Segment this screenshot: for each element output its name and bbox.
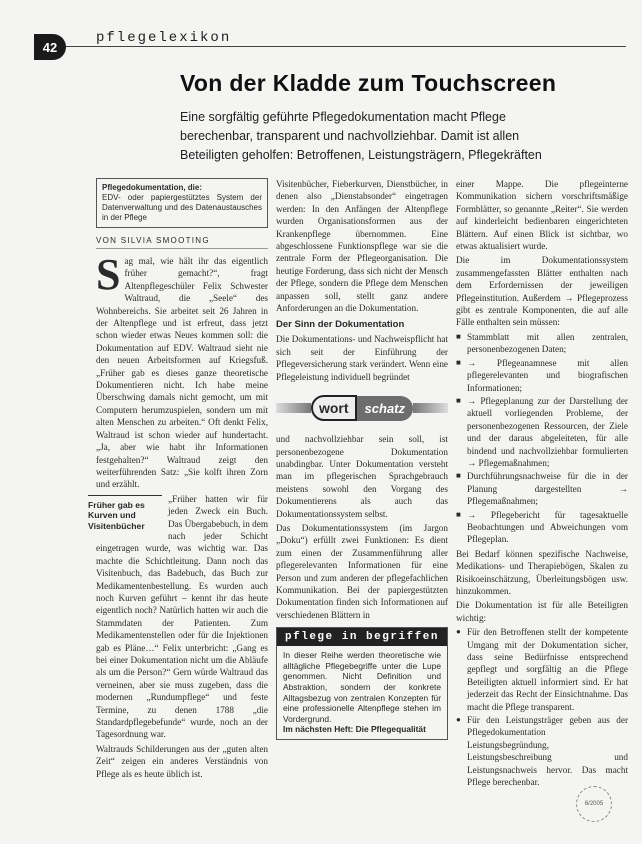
info-box-text: In dieser Reihe werden theoretische wie alltägliche Pflegebegriffe unter die Lupe genommen. Nicht Definition und Abstraktion, sondern der konkrete Alltagsbezug von zentralen Konzepten für eine professionelle Altenpflege stehen im Vordergrund. — [283, 650, 441, 724]
section-label: pflegelexikon — [96, 30, 232, 46]
article-title: Von der Kladde zum Touchscreen — [180, 70, 557, 96]
info-box-heading: pflege in begriffen — [277, 628, 447, 646]
list-item: ■ Stammblatt mit allen zentralen, personenbezogenen Daten; — [456, 331, 628, 356]
definition-box — [96, 178, 268, 228]
paragraph-text: ag mal, wie hält ihr das eigentlich früher gemacht?“, fragt Altenpflegeschüler Felix Schwester Waltraud, die „Seele“ des Wohnbereichs. Sie arbeitet seit 26 Jahren in der Altenpflege und ist erfreut, dass jetzt schon wieder etwas Neues kommen soll: die Dokumentation auf EDV. Waltraud sieht nie den neuen Arbeitsformen auf Kriegsfuß. „Früher gab es dieses ganze theoretische Dokumentieren nicht. Ich habe meine Überschwing damals nicht gemocht, um mit Computern herumzuspielen, sondern um mit alten Menschen zu arbeiten.“ Oft denkt Felix, Waltraud ist schon wieder auf hundertacht. „Ja, aber wie habt ihr Informationen festgehalten?“ Waltraud zeigt den weiterführenden Satz: „Sie kolft ihren Zorn und erzählt. — [96, 256, 268, 490]
definition-text: EDV- oder papiergestütztes System der Datenverwaltung und des Datenaustausches in der Pflege — [102, 193, 262, 222]
logo-wort: wort — [311, 395, 357, 421]
list-item: ■ → Pflegeanamnese mit allen pflegerelevanten und biografischen Informationen; — [456, 357, 628, 394]
list-item: ■ → Pflegeplanung zur der Darstellung der aktuell vorliegenden Probleme, der personenbezogenen Ressourcen, der Ziele und der daraus abgeleiteten, für alle bindend und nachvollziehbar formulierten → Pflegemaßnahmen; — [456, 395, 628, 469]
list-item: ■ Durchführungsnachweise für die in der Planung dargestellten → Pflegemaßnahmen; — [456, 470, 628, 507]
paragraph: Die Dokumentations- und Nachweispflicht hat sich seit der Einführung der Pflegeversicherung stark verändert. Wenn eine Pflegeleistung individuell begründet — [276, 334, 448, 382]
series-info-box — [276, 627, 448, 740]
author-byline: VON SILVIA SMOOTING — [96, 236, 268, 249]
logo-bar-right — [413, 403, 448, 413]
list-item: ● Für den Betroffenen stellt der kompetente Umgang mit der Dokumentation sicher, dass seine Bedürfnisse entsprechend gepflegt und sorgfältig an die Pflege Beteiligten aktuell informiert sind. Er hat jederzeit das Recht der Einsichtnahme. Das macht die Pflege transparent. — [456, 626, 628, 713]
column-2 — [276, 178, 448, 740]
column-1 — [88, 178, 268, 782]
logo-schatz: schatz — [357, 396, 413, 421]
lead-line: berechenbar, transparent und nachvollziehbar. Damit ist allen — [180, 129, 520, 143]
article-lead — [180, 108, 620, 165]
wortschatz-logo — [276, 391, 448, 425]
paragraph: Die im Dokumentationssystem zusammengefassten Blätter enthalten nach dem Erfordernissen der jeweiligen Pflegeinstitution. Außerdem → Pflegeprozess gibt es zentrale Komponenten, die auf alle Fälle enthalten sein müssen: — [456, 255, 628, 328]
definition-title: Pflegedokumentation, die: — [102, 183, 203, 192]
lead-line: Eine sorgfältig geführte Pflegedokumentation macht Pflege — [180, 110, 506, 124]
paragraph: und nachvollziehbar sein soll, ist personenbezogene Dokumentation unabdingbar. Unter Dokumentation versteht man im pflegerischen Sprachgebrauch meistens sowohl den Vorgang des Dokumentierens als auch das Dokumentationssystem selbst. — [276, 434, 448, 519]
section-subhead: Der Sinn der Dokumentation — [276, 319, 405, 331]
stakeholder-list — [456, 626, 628, 788]
lead-line: Beteiligten geholfen: Betroffenen, Leistungsträgern, Pflegekräften — [180, 148, 542, 162]
list-item: ■ → Pflegebericht für tagesaktuelle Beobachtungen und Abweichungen vom Pflegeplan. — [456, 509, 628, 546]
paragraph: Das Dokumentationssystem (im Jargon „Doku“) erfüllt zwei Funktionen: Es dient zum einen der Zusammenführung aller pflegerelevanten Informationen für eine Person und zum anderen der pflegefachlichen Kommunikation. Bei der papiergestützten Dokumentation finden sich Informationen auf verschiedenen Blättern in — [276, 522, 448, 620]
pull-quote: Früher gab es Kurven und Visitenbücher — [88, 495, 162, 532]
column-3 — [456, 178, 628, 791]
paragraph: einer Mappe. Die pflegeinterne Kommunikation sichern vorschriftsmäßige Formblätter, so genannte „Reiter“. Sie werden auf kinderleicht bedienbaren eingerichteten Blättern. Auf einen Blick ist sichtbar, wo etwas aktualisiert wurde. — [456, 179, 628, 252]
page-number: 42 — [34, 34, 66, 60]
header-rule — [66, 46, 626, 47]
drop-cap: S — [96, 250, 121, 299]
paragraph: Bei Bedarf können spezifische Nachweise, Medikations- und Therapiebögen, Skalen zu Risikoeinschätzung, Überleitungsbögen usw. hinzukommen. — [456, 548, 628, 596]
issue-stamp: 6/2005 — [576, 786, 612, 822]
info-box-next: Im nächsten Heft: Die Pflegequalität — [283, 724, 426, 735]
paragraph: Die Dokumentation ist für alle Beteiligten wichtig: — [456, 600, 628, 623]
component-list — [456, 331, 628, 546]
paragraph: Waltrauds Schilderungen aus der „guten alten Zeit“ zeigen ein anderes Verständnis von Pflege als es heute üblich ist. — [96, 743, 268, 779]
list-item: ● Für den Leistungsträger geben aus der Pflegedokumentation Leistungsbegründung, Leistungsbeschreibung und Leistungsnachweis hervor. Das macht Pflege berechenbar. — [456, 714, 628, 788]
info-box-body — [277, 646, 447, 739]
paragraph: Visitenbücher, Fieberkurven, Dienstbücher, in denen also „Dienstabsonder“ eingetragen werden: In den Anfängen der Altenpflege wurden Organisationsformen aus der Krankenpflege übernommen. Eine abgeschlossene Funktionspflege war sie die zentrale Form der Pflegeorganisation. Die heutige Forderung, dass sich nicht der Mensch der Pflege, sondern die Pflege dem Menschen anpassen soll, stellt ganz andere Anforderungen an die Dokumentation. — [276, 179, 448, 314]
logo-bar-left — [276, 403, 311, 413]
paragraph — [96, 250, 268, 491]
paragraph: „Früher hatten wir für jeden Zweck ein Buch. Das Übergabebuch, in dem nach jeder Schicht eingetragen wurde, was wichtig war. Das machte die Schichtleitung. Dann noch das Visitenbuch, das Badebuch, das Buch zur Medikamentenbestellung. Es wurden auch noch Kurven geführt – kennt ihr das heute eigentlich noch? Natürlich hatten wir auch die Stammdaten der Patienten. Zum Medikamentenstellen oder für die Injektionen gab es Pläne…“ Felix unterbricht: „Gang es bei einer Dokumentation nicht um die Abläufe als um die Person?“ Gern würde Waltraud das verneinen, aber sie muss zugeben, dass die modernen „Rundumpflege“ und feste Termine, zu denen 1788 „die Standardpflegebefunde“ wurde, noch an der Tagesordnung war. — [96, 493, 268, 740]
